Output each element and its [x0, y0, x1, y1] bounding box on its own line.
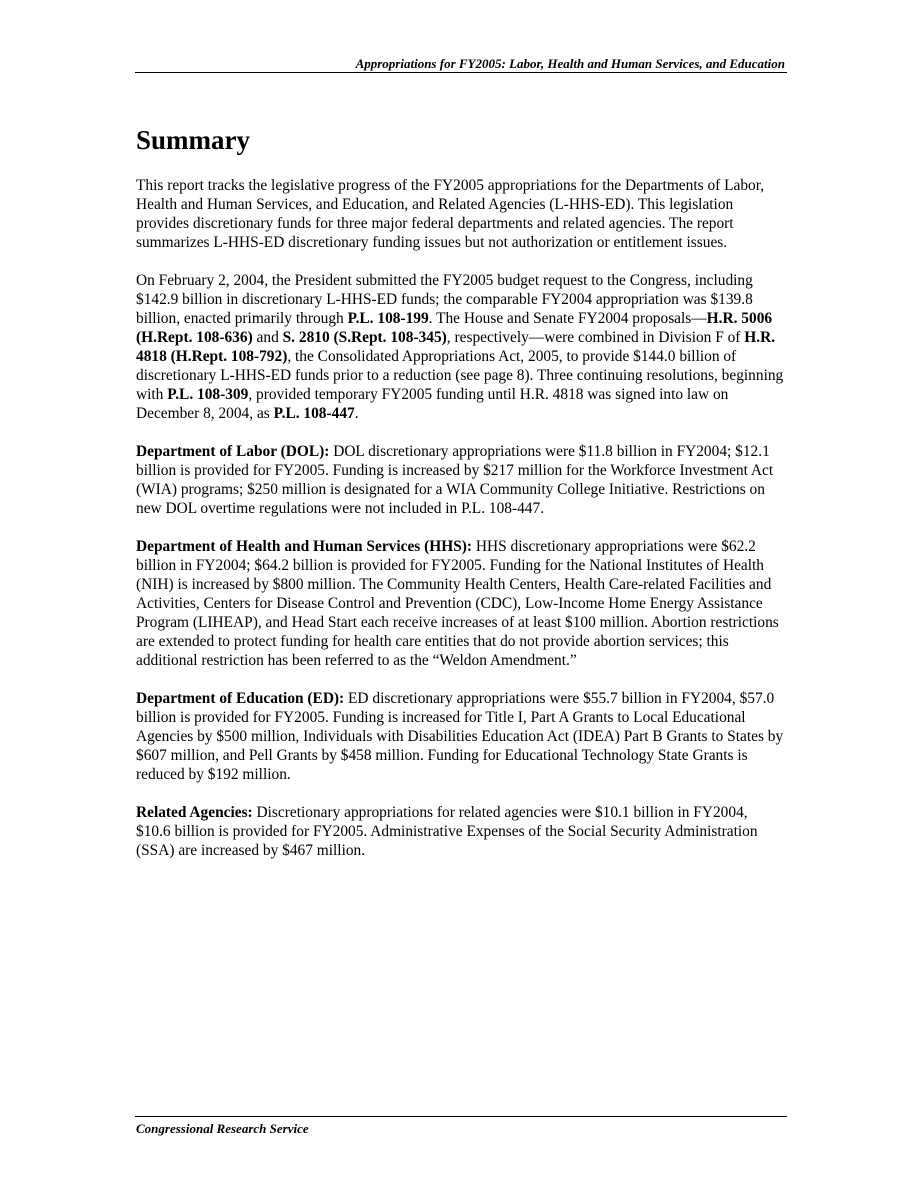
paragraph-text: .	[354, 405, 359, 422]
bill-reference: H.R. 4818 (H.Rept. 108-792)	[136, 329, 776, 365]
paragraph-budget-history	[136, 271, 786, 423]
paragraph-text: . The House and Senate FY2004 proposals—	[428, 310, 707, 327]
footer-organization: Congressional Research Service	[136, 1121, 309, 1136]
law-reference: P.L. 108-199	[347, 310, 429, 327]
law-reference: P.L. 108-309	[167, 386, 249, 403]
document-body	[136, 176, 786, 879]
paragraph-hhs	[136, 537, 786, 670]
section-lead: Department of Education (ED):	[136, 690, 345, 707]
bill-reference: H.R. 5006 (H.Rept. 108-636)	[136, 310, 773, 346]
paragraph-text: , provided temporary FY2005 funding until H.R. 4818 was signed into law on December 8, 2004, as	[136, 386, 729, 422]
paragraph-text: This report tracks the legislative progress of the FY2005 appropriations for the Departments of Labor, Health and Human Services, and Education, and Related Agencies (L-HHS-ED). This legislation provides discretionary funds for three major federal departments and related agencies. The report summarizes L-HHS-ED discretionary funding issues but not authorization or entitlement issues.	[136, 177, 765, 251]
paragraph-related-agencies	[136, 803, 786, 860]
paragraph-education	[136, 689, 786, 784]
section-lead: Related Agencies:	[136, 804, 253, 821]
header-divider	[135, 72, 787, 73]
paragraph-text: HHS discretionary appropriations were $62.2 billion in FY2004; $64.2 billion is provided for FY2005. Funding for the National Institutes of Health (NIH) is increased by $800 million. The Community Health Centers, Health Care-related Facilities and Activities, Centers for Disease Control and Prevention (CDC), Low-Income Home Energy Assistance Program (LIHEAP), and Head Start each receive increases of at least $100 million. Abortion restrictions are extended to protect funding for health care entities that do not provide abortion services; this additional restriction has been referred to as the “Weldon Amendment.”	[136, 538, 779, 669]
section-lead: Department of Labor (DOL):	[136, 443, 330, 460]
paragraph-labor	[136, 442, 786, 518]
paragraph-text: ED discretionary appropriations were $55.7 billion in FY2004, $57.0 billion is provided for FY2005. Funding is increased for Title I, Part A Grants to Local Educational Agencies by $500 million, Individuals with Disabilities Education Act (IDEA) Part B Grants to States by $607 million, and Pell Grants by $458 million. Funding for Educational Technology State Grants is reduced by $192 million.	[136, 690, 784, 783]
paragraph-text: , the Consolidated Appropriations Act, 2005, to provide $144.0 billion of discretionary L-HHS-ED funds prior to a reduction (see page 8). Three continuing resolutions, beginning with	[136, 348, 784, 403]
footer-divider	[135, 1116, 787, 1117]
paragraph-intro	[136, 176, 786, 252]
paragraph-text: and	[252, 329, 283, 346]
bill-reference: S. 2810 (S.Rept. 108-345)	[282, 329, 447, 346]
paragraph-text: Discretionary appropriations for related agencies were $10.1 billion in FY2004, $10.6 billion is provided for FY2005. Administrative Expenses of the Social Security Administration (SSA) are increased by $467 million.	[136, 804, 758, 859]
page-title: Summary	[136, 125, 250, 155]
section-lead: Department of Health and Human Services (HHS):	[136, 538, 473, 555]
law-reference: P.L. 108-447	[273, 405, 355, 422]
paragraph-text: DOL discretionary appropriations were $11.8 billion in FY2004; $12.1 billion is provided for FY2005. Funding is increased by $217 million for the Workforce Investment Act (WIA) programs; $250 million is designated for a WIA Community College Initiative. Restrictions on new DOL overtime regulations were not included in P.L. 108-447.	[136, 443, 774, 517]
paragraph-text: , respectively—were combined in Division F of	[446, 329, 745, 346]
running-header: Appropriations for FY2005: Labor, Health and Human Services, and Education	[355, 56, 785, 71]
paragraph-text: On February 2, 2004, the President submitted the FY2005 budget request to the Congress, including $142.9 billion in discretionary L-HHS-ED funds; the comparable FY2004 appropriation was $139.8 billion, enacted primarily through	[136, 272, 753, 327]
